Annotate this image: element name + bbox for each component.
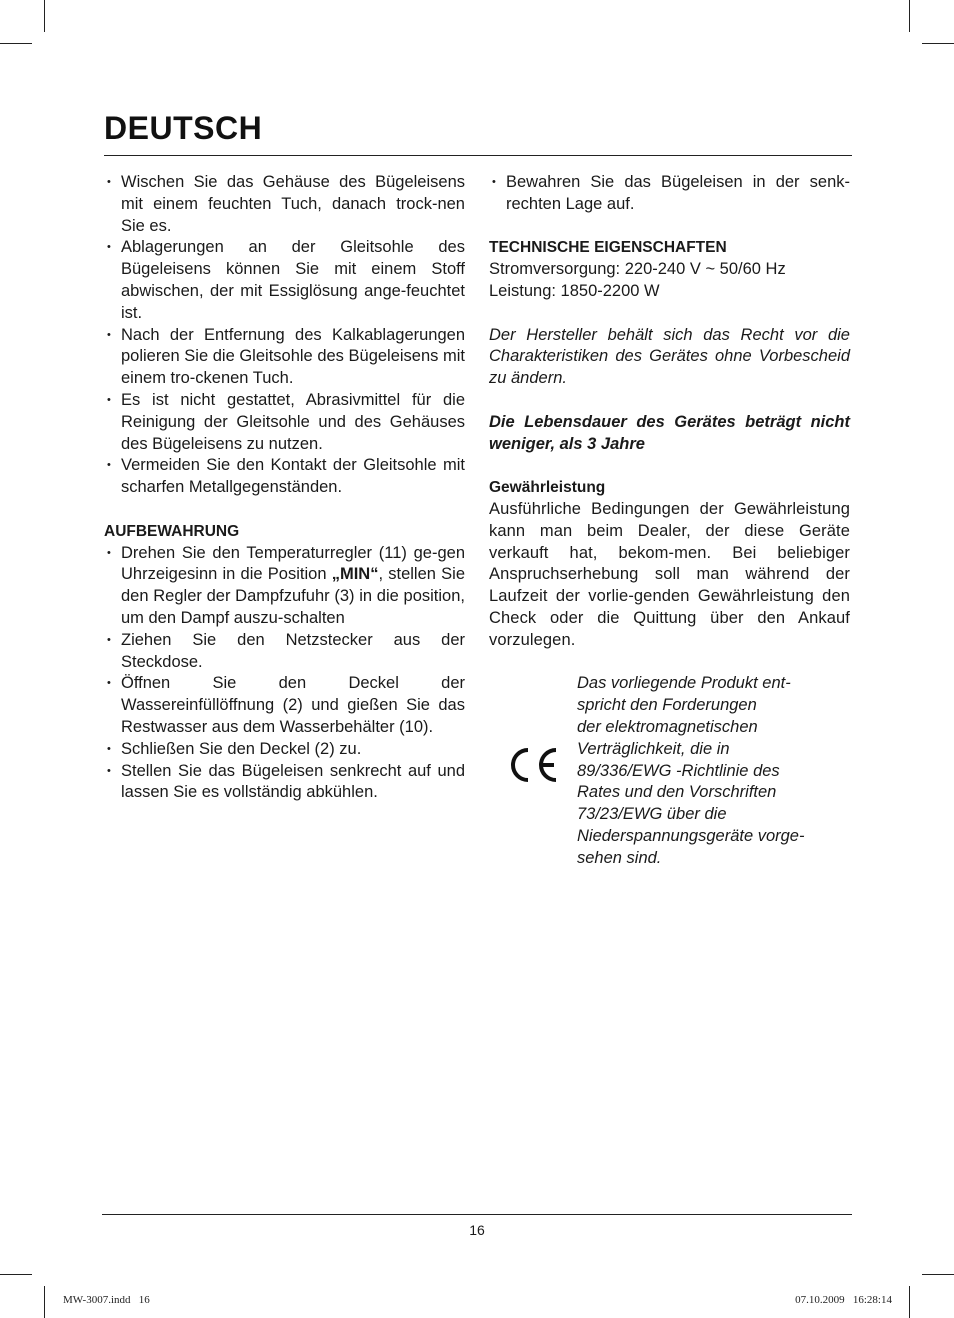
left-column — [104, 172, 465, 804]
page-title: DEUTSCH — [104, 110, 263, 146]
list-item: • Es ist nicht gestattet, Abrasivmittel für die Reinigung der Gleitsohle und des Gehäuses des Bügeleisens zu nutzen. — [104, 390, 465, 455]
list-item — [104, 543, 465, 630]
page-number: 16 — [469, 1222, 485, 1238]
min-position-label: „MIN“ — [331, 565, 379, 584]
warranty-text: Ausführliche Bedingungen der Gewährleistung kann man beim Dealer, der diese Geräte verkauft hat, bekom-men. Bei beliebiger Anspruchserhebung soll man während der Laufzeit der vorlie-genden Gewährleistung den Check oder die Quittung über den Ankauf vorzulegen. — [489, 499, 850, 649]
footer-divider — [102, 1214, 852, 1215]
ce-text-line: der elektromagnetischen — [577, 717, 758, 736]
list-item-text: Drehen Sie den Temperaturregler (11) ge-gen Uhrzeigesinn in die Position — [121, 543, 465, 584]
warranty-heading: Gewährleistung — [489, 479, 606, 497]
crop-mark — [0, 1274, 32, 1275]
crop-mark — [0, 43, 32, 44]
ce-text-line: spricht den Forderungen — [577, 696, 757, 715]
tech-heading: TECHNISCHE EIGENSCHAFTEN — [489, 239, 727, 257]
care-list — [104, 172, 465, 499]
right-column — [489, 172, 850, 873]
file-slug: MW-3007.indd 16 — [63, 1294, 150, 1306]
power-spec: Leistung: 1850-2200 W — [489, 281, 660, 300]
title-divider — [104, 155, 852, 156]
list-item: • Wischen Sie das Gehäuse des Bügeleisens mit einem feuchten Tuch, danach trock-nen Sie es. — [104, 172, 465, 237]
list-item: • Nach der Entfernung des Kalkablagerungen polieren Sie die Gleitsohle des Bügeleisens mit einem tro-ckenen Tuch. — [104, 325, 465, 390]
ce-text-line: sehen sind. — [577, 848, 662, 867]
crop-mark — [909, 0, 910, 32]
ce-text-line: 73/23/EWG über die — [577, 805, 727, 824]
ce-declaration — [489, 673, 850, 873]
ce-text-line: Verträglichkeit, die in — [577, 739, 730, 758]
list-item: • Bewahren Sie das Bügeleisen in der senk-rechten Lage auf. — [489, 172, 850, 216]
ce-logo-icon — [507, 745, 559, 785]
ce-text-line: Das vorliegende Produkt ent- — [577, 674, 791, 693]
storage-list — [104, 543, 465, 805]
list-item: • Ziehen Sie den Netzstecker aus der Steckdose. — [104, 630, 465, 674]
storage-heading: AUFBEWAHRUNG — [104, 522, 240, 540]
ce-text-line: 89/336/EWG -Richtlinie des — [577, 761, 780, 780]
list-item: • Öffnen Sie den Deckel der Wassereinfüllöffnung (2) und gießen Sie das Restwasser aus dem Wasserbehälter (10). — [104, 673, 465, 738]
list-item: • Stellen Sie das Bügeleisen senkrecht auf und lassen Sie es vollständig abkühlen. — [104, 761, 465, 805]
ce-text-line: Niederspannungsgeräte vorge- — [577, 826, 805, 845]
crop-mark — [44, 1286, 45, 1318]
list-item: • Vermeiden Sie den Kontakt der Gleitsohle mit scharfen Metallgegenständen. — [104, 455, 465, 499]
date-slug: 07.10.2009 16:28:14 — [795, 1294, 892, 1306]
ce-text — [577, 673, 847, 869]
crop-mark — [922, 43, 954, 44]
list-item: • Schließen Sie den Deckel (2) zu. — [104, 739, 465, 761]
disclaimer: Der Hersteller behält sich das Recht vor die Charakteristiken des Gerätes ohne Vorbescheid zu ändern. — [489, 325, 850, 388]
ce-text-line: Rates und den Vorschriften — [577, 783, 777, 802]
storage-list-continued — [489, 172, 850, 216]
crop-mark — [922, 1274, 954, 1275]
crop-mark — [909, 1286, 910, 1318]
crop-mark — [44, 0, 45, 32]
list-item: • Ablagerungen an der Gleitsohle des Bügeleisens können Sie mit einem Stoff abwischen, der mit Essiglösung ange-feuchtet ist. — [104, 237, 465, 324]
power-supply-spec: Stromversorgung: 220-240 V ~ 50/60 Hz — [489, 260, 786, 279]
lifetime-note: Die Lebensdauer des Gerätes beträgt nicht weniger, als 3 Jahre — [489, 412, 850, 453]
list-item-text: , stellen Sie den Regler der Dampfzufuhr (3) in die position, um den Dampf auszu-schalten — [121, 565, 465, 627]
